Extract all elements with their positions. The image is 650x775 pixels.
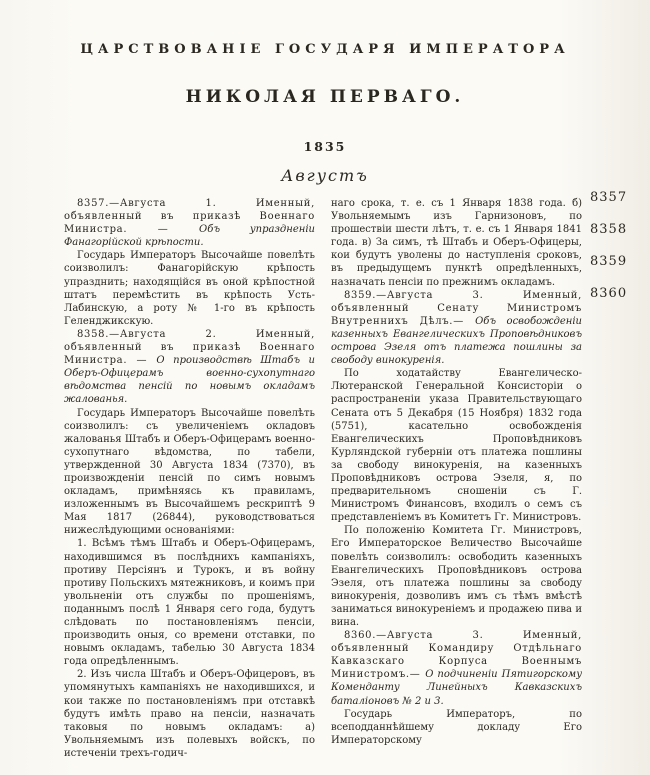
text-columns (0, 185, 650, 760)
page-header: ЦАРСТВОВАНІЕ ГОСУДАРЯ ИМПЕРАТОРА (80, 42, 570, 57)
entry-8357-body: Государь Императоръ Высочайше повелѣть соизволилъ: Фанагорійскую крѣпость упразднить; находящійся въ оной крѣпостной штатъ перемѣстить въ крѣпость Усть-Лабинскую, а роту № 1-го въ крѣпость Геленджикскую. (64, 250, 315, 327)
entry-8360-body: Государь Императоръ, по всеподданнѣйшему докладу Его Императорскому (331, 708, 582, 746)
entry-8359-subject: Объ освобожденіи казенныхъ Евангелическихъ Проповѣдниковъ острова Эзеля отъ платежа пошлины за свободу винокуренія. (331, 315, 582, 367)
margin-entry-numbers (590, 190, 638, 318)
entry-8359-body-1: По ходатайству Евангелическо-Лютеранской Генеральной Консисторіи о распространеніи указа Правительствующаго Сената отъ 5 Декабря (15 Ноября) 1832 года (5751), касательно освобожденія Евангелическихъ Проповѣдниковъ Курляндской губерніи отъ платежа пошлины за свободу винокуренія, на казенныхъ Проповѣдниковъ острова Эзеля, я, по предварительномъ сношеніи съ Г. Министромъ Финансовъ, входилъ о семъ съ представленіемъ въ Комитетъ Гг. Министровъ. (331, 368, 582, 524)
entry-8357-heading (64, 197, 315, 249)
entry-8358-body-2: 1. Всѣмъ тѣмъ Штабъ и Оберъ-Офицерамъ, находившимся въ послѣднихъ кампаніяхъ, противу Персіянъ и Турокъ, и въ войну противу Польскихъ мятежниковъ, и коимъ при увольненіи отъ службы по прошеніямъ, поданнымъ послѣ 1 Января сего года, будутъ слѣдовать по постановленіямъ пенсіи, производить оныя, со времени отставки, по новымъ окладамъ, табелью 30 Августа 1834 года опредѣленнымъ. (64, 538, 315, 668)
left-column (64, 197, 315, 760)
margin-entry-number: 8358 (590, 222, 628, 237)
entry-8358-body-1: Государь Императоръ Высочайше повелѣть соизволилъ: съ увеличеніемъ окладовъ жалованья Штабъ и Оберъ-Офицерамъ военно-сухопутнаго вѣдомства, по табели, утвержденной 30 Августа 1834 (7370), въ произвожденіи пенсій по симъ новымъ окладамъ, примѣняясь къ правиламъ, изложеннымъ въ Высочайшемъ рескриптѣ 9 Мая 1817 (26844), руководствоваться нижеслѣдующими основаніями: (64, 407, 315, 537)
margin-entry-number: 8359 (590, 254, 628, 269)
entry-8358-body-continued: наго срока, т. е. съ 1 Января 1838 года. б) Увольняемымъ изъ Гарнизоновъ, по прошествіи шести лѣтъ, т. е. съ 1 Января 1841 года. в) За симъ, тѣ Штабъ и Оберъ-Офицеры, кои будутъ уволены до наступленія сроковъ, въ предыдущемъ пунктѣ опредѣленныхъ, назначать пенсіи по прежнимъ окладамъ. (331, 198, 582, 288)
year-heading: 1835 (303, 139, 347, 154)
entry-8360-subject: О подчиненіи Пятигорскому Коменданту Линейныхъ Кавказскихъ баталіоновъ № 2 и 3. (331, 669, 582, 707)
entry-8358-label: 8358.—Августа 2. Именный, объявленный въ приказѣ Военнаго Министра. — (64, 328, 315, 367)
entry-8358-body-3: 2. Изъ числа Штабъ и Оберъ-Офицеровъ, въ упомянутыхъ кампаніяхъ не находившихся, и кои также по постановленіямъ при отставкѣ будутъ имѣть право на пенсіи, назначать таковыя по новымъ окладамъ: а) Увольняемымъ изъ полевыхъ войскъ, по истеченіи трехъ-годич- (64, 669, 315, 759)
entry-8359-label: 8359.—Августа 3. Именный, объявленный Сенату Министромъ Внутреннихъ Дѣлъ.— (331, 289, 582, 327)
entry-8359-heading (331, 289, 582, 368)
entry-8358-heading (64, 328, 315, 407)
entry-8360-label: 8360.—Августа 3. Именный, объявленный Командиру Отдѣльнаго Кавказскаго Корпуса Военнымъ Министромъ.— (331, 630, 582, 681)
entry-8360-heading (331, 629, 582, 708)
margin-entry-number: 8360 (590, 286, 628, 301)
page-title: НИКОЛАЯ ПЕРВАГО. (185, 87, 465, 107)
entry-8359-body-2: По положенію Комитета Гг. Министровъ, Его Императорское Величество Высочайше повелѣть соизволилъ: освободить казенныхъ Евангелическихъ Проповѣдниковъ острова Эзеля, отъ платежа пошлины за свободу винокуренія, дозволивъ имъ съ тѣмъ вмѣстѣ заниматься винокуреніемъ и продажею пива и вина. (331, 525, 582, 628)
margin-entry-number: 8357 (590, 190, 628, 205)
month-heading: Августъ (281, 166, 369, 185)
right-column (331, 197, 582, 760)
entry-8357-label: 8357.—Августа 1. Именный, объявленный въ приказѣ Военнаго Министра. — (64, 198, 315, 236)
entry-8357-subject: Объ упраздненіи Фанагорійской крѣпости. (64, 224, 315, 249)
entry-8358-subject: О производствѣ Штабъ и Оберъ-Офицерамъ военно-сухопутнаго вѣдомства пенсій по новымъ окладамъ жалованья. (64, 355, 315, 406)
